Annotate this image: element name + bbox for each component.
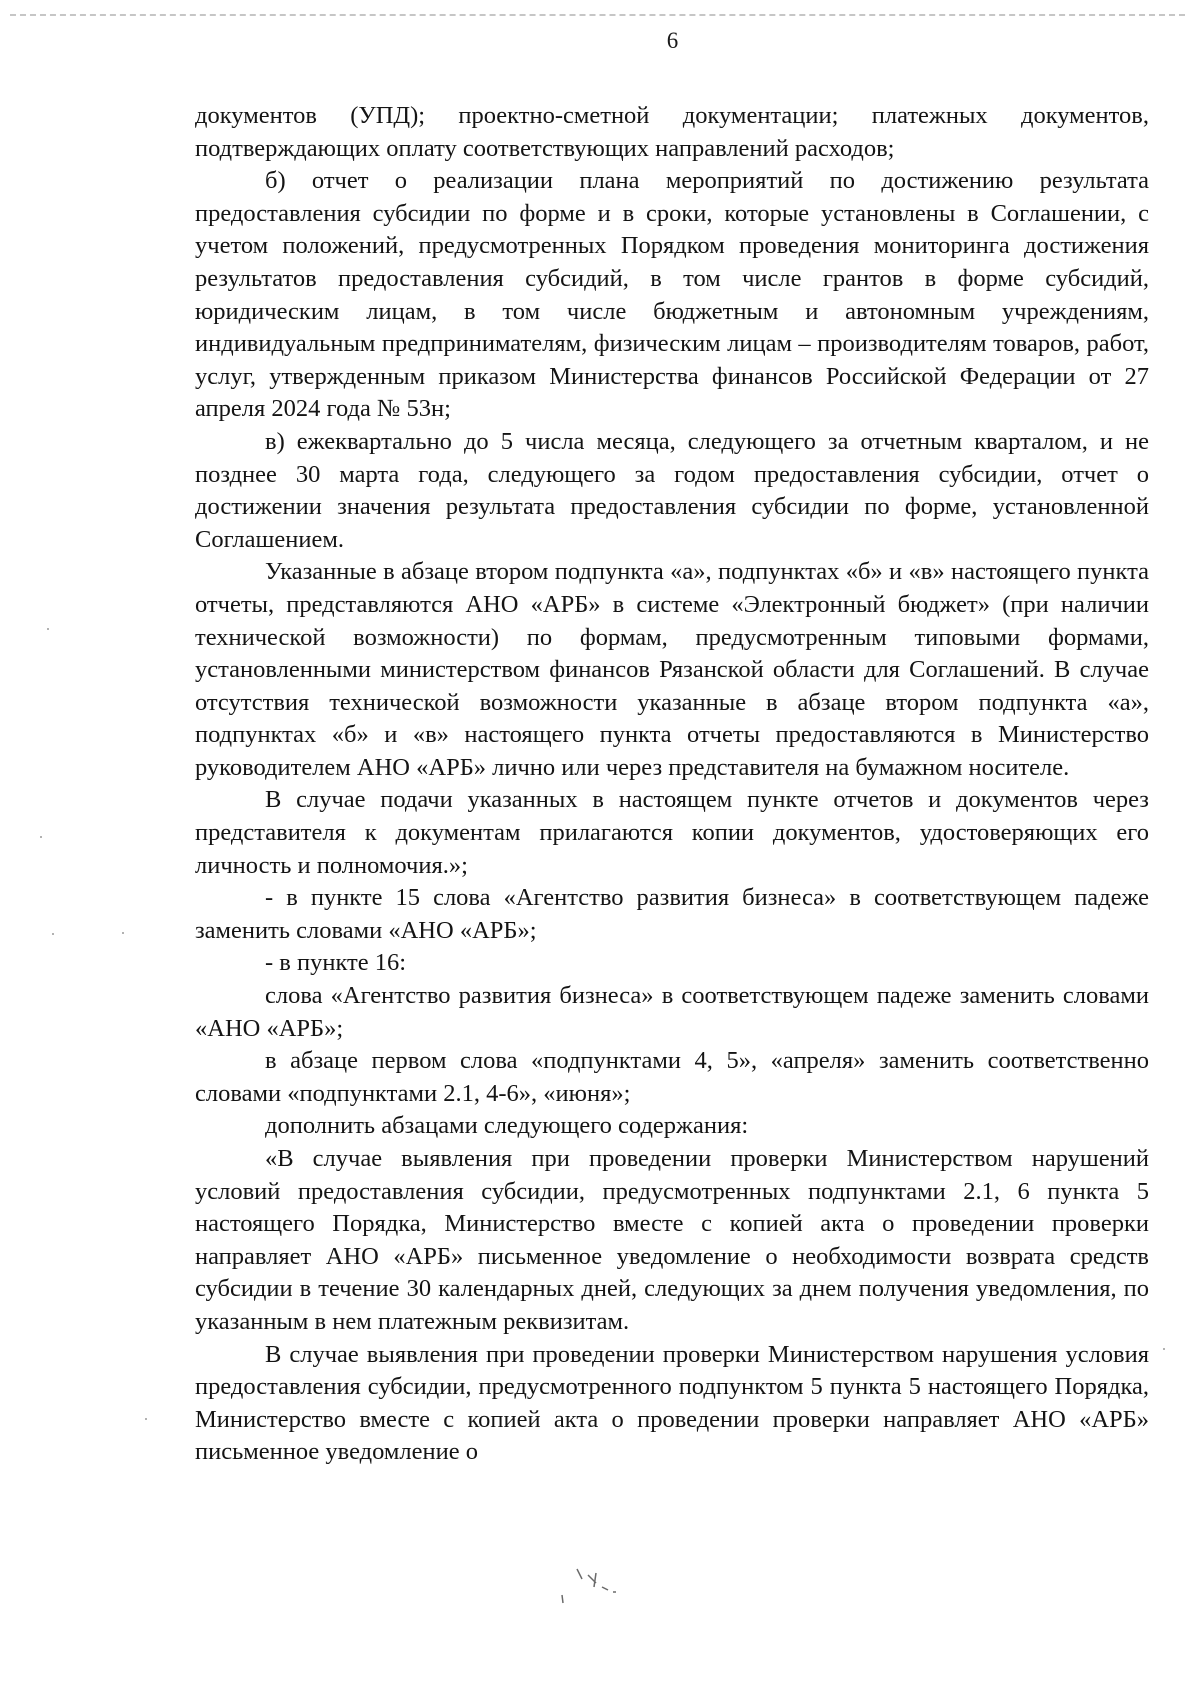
scan-edge-line [10,14,1185,16]
paragraph: документов (УПД); проектно-сметной документации; платежных документов, подтверждающих оплату соответствующих направлений расходов; [195,102,1149,162]
scan-speck [52,933,54,935]
document-body [195,100,1149,1469]
paragraph: «В случае выявления при проведении проверки Министерством нарушений условий предоставления субсидии, предусмотренных подпунктами 2.1, 6 пункта 5 настоящего Порядка, Министерство вместе с копией акта о проведении проверки направляет АНО «АРБ» письменное уведомление о необходимости возврата средств субсидии в течение 30 календарных дней, следующих за днем получения уведомления, по указанным в нем платежным реквизитам. [195,1145,1149,1335]
scan-speck [145,1418,147,1420]
scan-speck [47,628,49,630]
paragraph: б) отчет о реализации плана мероприятий по достижению результата предоставления субсидии по форме и в сроки, которые установлены в Соглашении, с учетом положений, предусмотренных Порядком проведения мониторинга достижения результатов предоставления субсидий, в том числе грантов в форме субсидий, юридическим лицам, в том числе бюджетным и автономным учреждениям, индивидуальным предпринимателям, физическим лицам – производителям товаров, работ, услуг, утвержденным приказом Министерства финансов Российской Федерации от 27 апреля 2024 года № 53н; [195,167,1149,423]
paragraph: В случае подачи указанных в настоящем пункте отчетов и документов через представителя к документам прилагаются копии документов, удостоверяющих его личность и полномочия.»; [195,786,1149,879]
scan-speck [122,932,124,934]
scan-speck [1163,1348,1165,1350]
paragraph: слова «Агентство развития бизнеса» в соответствующем падеже заменить словами «АНО «АРБ»; [195,982,1149,1042]
paragraph: В случае выявления при проведении проверки Министерством нарушения условия предоставления субсидии, предусмотренного подпунктом 5 пункта 5 настоящего Порядка, Министерство вместе с копией акта о проведении проверки направляет АНО «АРБ» письменное уведомление о [195,1340,1149,1466]
paragraph: - в пункте 16: [265,949,407,977]
paragraph: в) ежеквартально до 5 числа месяца, следующего за отчетным кварталом, и не позднее 30 марта года, следующего за годом предоставления субсидии, отчет о достижении значения результата предоставления субсидии по форме, установленной Соглашением. [195,427,1149,553]
paragraph: - в пункте 15 слова «Агентство развития бизнеса» в соответствующем падеже заменить словами «АНО «АРБ»; [195,884,1149,944]
paragraph: Указанные в абзаце втором подпункта «а», подпунктах «б» и «в» настоящего пункта отчеты, представляются АНО «АРБ» в системе «Электронный бюджет» (при наличии технической возможности) по формам, предусмотренным типовыми формами, установленными министерством финансов Рязанской области для Соглашений. В случае отсутствия технической возможности указанные в абзаце втором подпункта «а», подпунктах «б» и «в» настоящего пункта отчеты предоставляются в Министерство руководителем АНО «АРБ» лично или через представителя на бумажном носителе. [195,558,1149,781]
scan-marks [550,1565,640,1625]
paragraph: дополнить абзацами следующего содержания: [265,1112,749,1140]
paragraph: в абзаце первом слова «подпунктами 4, 5», «апреля» заменить соответственно словами «подпунктами 2.1, 4-6», «июня»; [195,1047,1149,1107]
page-number: 6 [666,28,679,53]
scan-speck [40,836,42,838]
